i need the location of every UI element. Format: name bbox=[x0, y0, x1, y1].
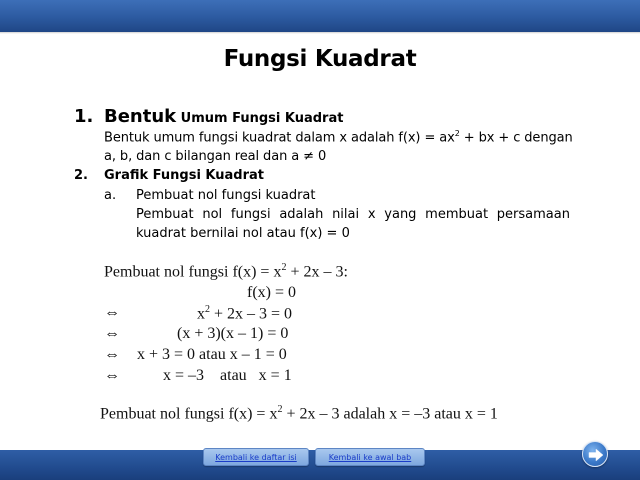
section2-number: 2. bbox=[74, 168, 88, 183]
back-to-toc-button[interactable]: Kembali ke daftar isi bbox=[203, 448, 309, 466]
math-intro: Pembuat nol fungsi $f(x) = x^2 + 2x - 3$: bbox=[104, 262, 348, 281]
section2-heading-text: Grafik Fungsi Kuadrat bbox=[104, 168, 265, 183]
top-header-bar bbox=[0, 0, 640, 32]
math-step1: f(x) = 0 bbox=[247, 284, 297, 301]
subsection-a-heading bbox=[104, 188, 315, 203]
math-step4: x + 3 = 0 atau x – 1 = 0 bbox=[137, 346, 287, 363]
subsection-a-letter: a. bbox=[104, 188, 117, 203]
subsection-a-paragraph-line2: kuadrat bernilai nol atau f(x) = 0 bbox=[136, 226, 350, 241]
section1-number: 1. bbox=[74, 106, 94, 127]
section1-heading bbox=[74, 106, 343, 127]
back-to-chapter-start-button[interactable]: Kembali ke awal bab bbox=[315, 448, 425, 466]
section1-heading-small: Umum Fungsi Kuadrat bbox=[176, 111, 344, 126]
math-step3: (x + 3)(x – 1) = 0 bbox=[177, 325, 289, 342]
slide-title: Fungsi Kuadrat bbox=[223, 46, 417, 72]
equivalence-symbol-3: ⇔ bbox=[104, 346, 120, 363]
section2-heading bbox=[74, 168, 264, 183]
equivalence-symbol-1: ⇔ bbox=[104, 304, 120, 321]
right-arrow-icon bbox=[588, 448, 604, 462]
math-step5: x = –3 atau x = 1 bbox=[163, 367, 292, 384]
section1-paragraph-line2: a, b, dan c bilangan real dan a ≠ 0 bbox=[104, 149, 327, 164]
subsection-a-heading-text: Pembuat nol fungsi kuadrat bbox=[136, 188, 316, 203]
subsection-a-paragraph-line1: Pembuat nol fungsi adalah nilai x yang membuat persamaan bbox=[136, 207, 570, 222]
equivalence-symbol-2: ⇔ bbox=[104, 325, 120, 342]
section1-heading-large: Bentuk bbox=[104, 106, 177, 127]
equivalence-symbol-4: ⇔ bbox=[104, 367, 120, 384]
section1-paragraph-line1: Bentuk umum fungsi kuadrat dalam x adalah $f(x) = ax^2$ + bx + c dengan bbox=[104, 129, 573, 146]
math-conclusion: Pembuat nol fungsi $f(x) = x^2 + 2x - 3$ adalah x = –3 atau x = 1 bbox=[100, 404, 498, 423]
math-step2: $x^2 + 2x - 3 = 0$ bbox=[197, 304, 293, 323]
next-slide-button[interactable] bbox=[582, 441, 608, 467]
